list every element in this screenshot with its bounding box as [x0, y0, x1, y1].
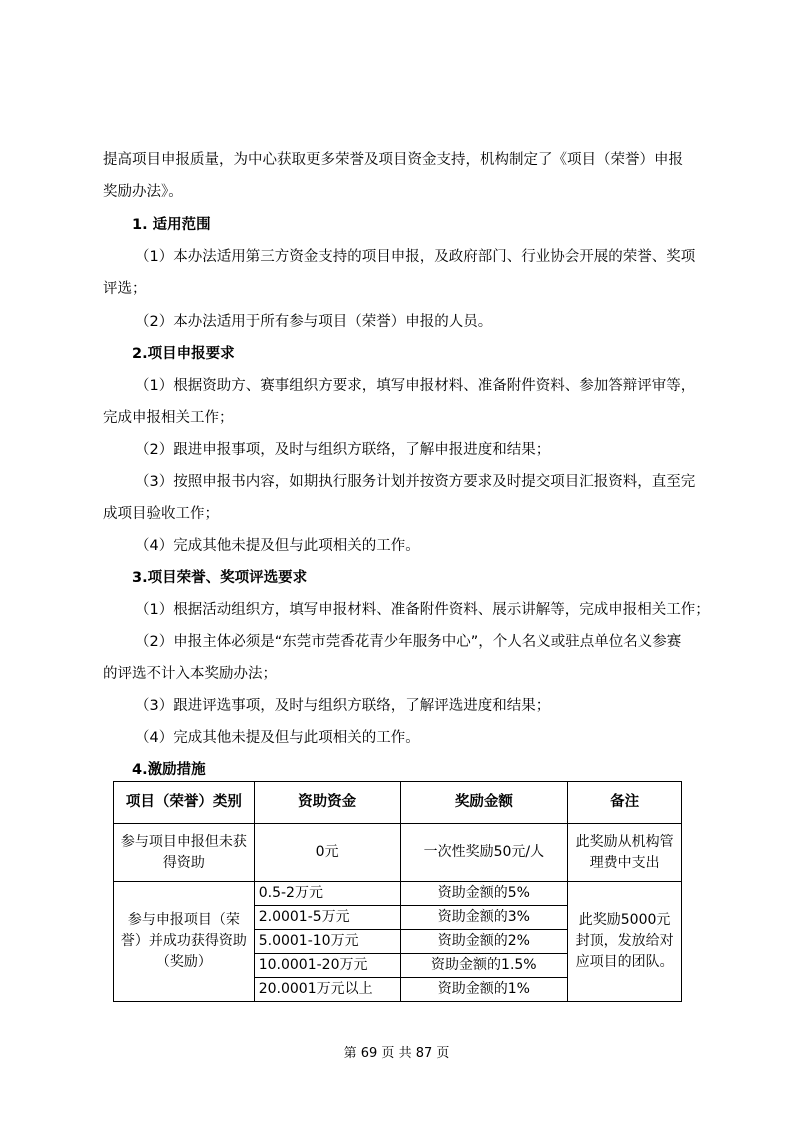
table-row — [114, 824, 682, 882]
application-item-2: （2）跟进申报事项，及时与组织方联络，了解申报进度和结果； — [135, 442, 551, 458]
header-note: 备注 — [568, 782, 682, 824]
cell-category-success: 参与申报项目（荣誉）并成功获得资助（奖励） — [114, 882, 255, 1002]
section-heading-incentives: 4.激励措施 — [132, 762, 206, 778]
paragraph-intro-line1: 提高项目申报质量，为中心获取更多荣誉及项目资金支持，机构制定了《项目（荣誉）申报 — [103, 152, 683, 168]
scope-item-1-line1: （1）本办法适用第三方资金支持的项目申报，及政府部门、行业协会开展的荣誉、奖项 — [135, 249, 696, 265]
incentive-table — [113, 781, 682, 1002]
cell-funding: 0.5-2万元 — [254, 882, 400, 906]
cell-reward: 资助金额的2% — [400, 930, 568, 954]
cell-funding: 0元 — [254, 824, 400, 882]
scope-item-2: （2）本办法适用于所有参与项目（荣誉）申报的人员。 — [135, 314, 493, 330]
honors-item-3: （3）跟进评选事项，及时与组织方联络，了解评选进度和结果； — [135, 698, 551, 714]
cell-category: 参与项目申报但未获得资助 — [114, 824, 255, 882]
cell-funding: 2.0001-5万元 — [254, 906, 400, 930]
paragraph-intro-line2: 奖励办法》。 — [103, 184, 183, 200]
honors-item-4: （4）完成其他未提及但与此项相关的工作。 — [135, 730, 420, 746]
section-heading-scope: 1. 适用范围 — [132, 217, 211, 233]
application-item-3-line2: 成项目验收工作； — [103, 506, 219, 522]
section-heading-honors: 3.项目荣誉、奖项评选要求 — [132, 570, 308, 586]
cell-note-success: 此奖励5000元封顶，发放给对应项目的团队。 — [568, 882, 682, 1002]
cell-funding: 10.0001-20万元 — [254, 954, 400, 978]
cell-reward: 资助金额的3% — [400, 906, 568, 930]
cell-funding: 20.0001万元以上 — [254, 978, 400, 1002]
header-reward: 奖励金额 — [400, 782, 568, 824]
header-funding: 资助资金 — [254, 782, 400, 824]
honors-item-1: （1）根据活动组织方，填写申报材料、准备附件资料、展示讲解等，完成申报相关工作； — [135, 602, 710, 618]
cell-reward: 一次性奖励50元/人 — [400, 824, 568, 882]
scope-item-1-line2: 评选； — [103, 281, 147, 297]
cell-reward: 资助金额的1% — [400, 978, 568, 1002]
header-category: 项目（荣誉）类别 — [114, 782, 255, 824]
page-footer: 第 69 页 共 87 页 — [343, 1046, 450, 1061]
cell-funding: 5.0001-10万元 — [254, 930, 400, 954]
application-item-3-line1: （3）按照申报书内容，如期执行服务计划并按资方要求及时提交项目汇报资料，直至完 — [135, 474, 696, 490]
application-item-1-line1: （1）根据资助方、赛事组织方要求，填写申报材料、准备附件资料、参加答辩评审等， — [135, 378, 696, 394]
section-heading-application: 2.项目申报要求 — [132, 346, 235, 362]
application-item-1-line2: 完成申报相关工作； — [103, 410, 234, 426]
cell-note: 此奖励从机构管理费中支出 — [568, 824, 682, 882]
application-item-4: （4）完成其他未提及但与此项相关的工作。 — [135, 538, 420, 554]
cell-reward: 资助金额的1.5% — [400, 954, 568, 978]
table-header-row — [114, 782, 682, 824]
table-row — [114, 882, 682, 906]
cell-reward: 资助金额的5% — [400, 882, 568, 906]
honors-item-2-line1: （2）申报主体必须是“东莞市莞香花青少年服务中心”，个人名义或驻点单位名义参赛 — [135, 634, 682, 650]
honors-item-2-line2: 的评选不计入本奖励办法； — [103, 666, 277, 682]
